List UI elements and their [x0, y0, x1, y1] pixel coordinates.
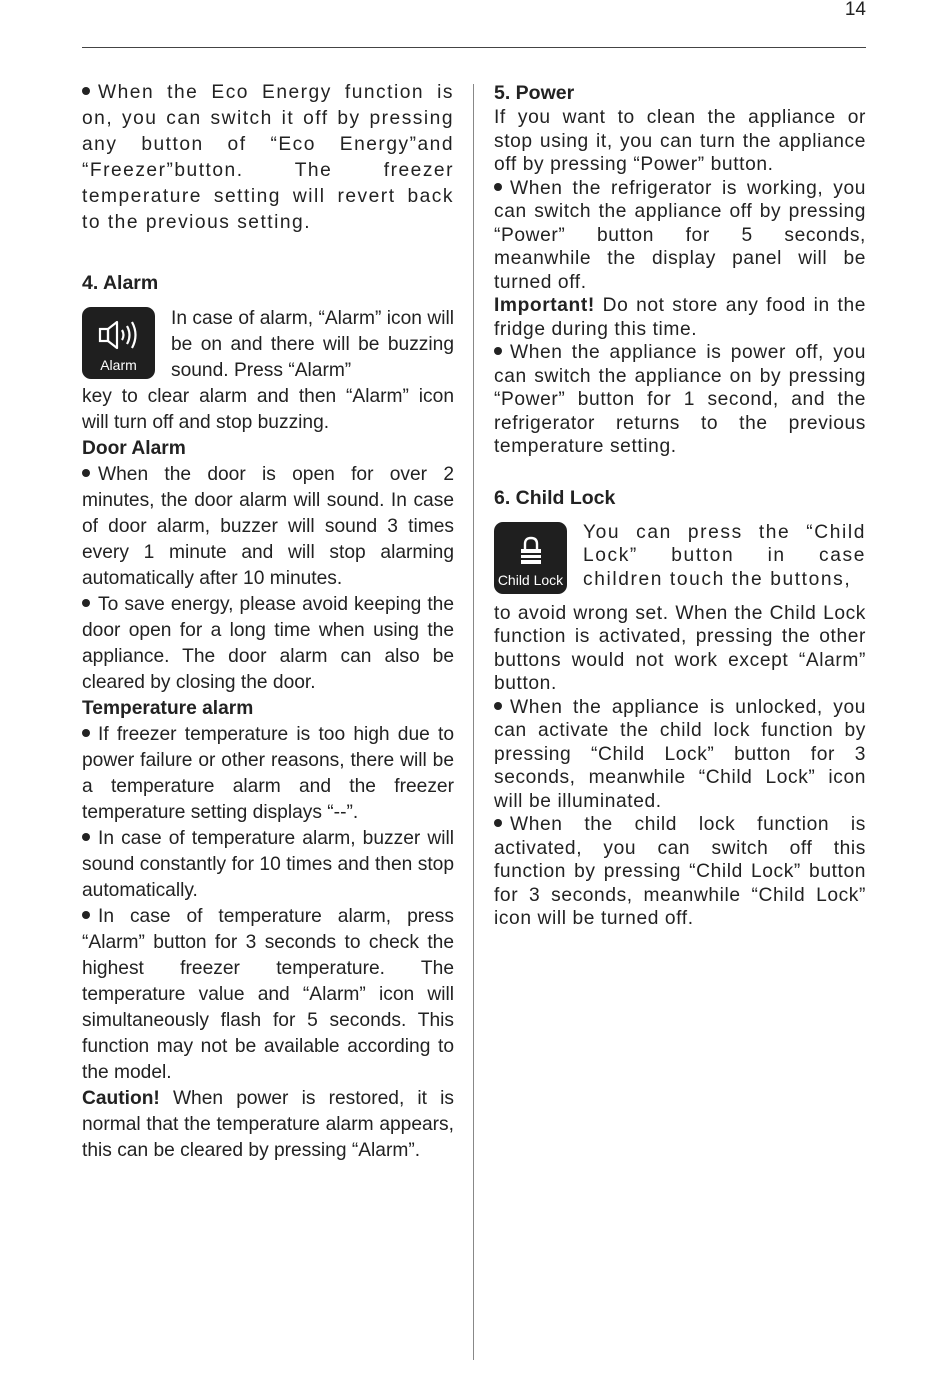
child-lock-bullet-2: When the child lock function is activated, you can switch off this function by pressing “Child Lock” button for 3 seconds, meanwhile “Child Lock” icon will be turned off. [494, 814, 866, 929]
power-heading: 5. Power [494, 82, 575, 104]
left-column [82, 80, 454, 1164]
bullet-icon [494, 183, 502, 191]
bullet-icon [82, 911, 90, 919]
door-alarm-bullet-2: To save energy, please avoid keeping the door open for a long time when using the appliance. The door alarm can also be cleared by closing the door. [82, 594, 454, 693]
important-paragraph: Important! Do not store any food in the fridge during this time. [494, 295, 866, 340]
bullet-icon [82, 599, 90, 607]
bullet-icon [82, 729, 90, 737]
alarm-icon-label: Alarm [100, 357, 137, 373]
right-column [494, 80, 866, 931]
column-divider [473, 84, 474, 1360]
power-bullet-1: When the refrigerator is working, you can switch the appliance off by pressing “Power” button for 5 seconds, meanwhile the display panel will be turned off. [494, 177, 866, 293]
child-lock-icon-label: Child Lock [497, 571, 564, 588]
power-bullet-2: When the appliance is power off, you can switch the appliance on by pressing “Power” button for 1 second, and the refrigerator returns to the previous temperature setting. [494, 342, 866, 457]
bullet-icon [494, 702, 502, 710]
speaker-icon [97, 319, 141, 351]
child-lock-intro-continuation: to avoid wrong set. When the Child Lock function is activated, pressing the other buttons would not work except “Alarm” button. [494, 602, 866, 694]
door-alarm-heading: Door Alarm [82, 438, 186, 459]
power-intro: If you want to clean the appliance or stop using it, you can turn the appliance off by pressing “Power” button. [494, 107, 866, 175]
eco-energy-paragraph: When the Eco Energy function is on, you can switch it off by pressing any button of “Eco Energy”and “Freezer”button. The freezer temperature setting will revert back to the previous setting. [82, 82, 454, 233]
temperature-alarm-bullet-2: In case of temperature alarm, buzzer will sound constantly for 10 times and then stop automatically. [82, 828, 454, 901]
child-lock-button-graphic [494, 522, 567, 594]
bullet-icon [82, 469, 90, 477]
lock-icon [518, 536, 544, 566]
alarm-intro-row [82, 306, 454, 384]
page-number: 14 [844, 0, 866, 20]
bullet-icon [494, 819, 502, 827]
alarm-button-graphic [82, 307, 155, 379]
header-rule [82, 47, 866, 48]
bullet-icon [82, 833, 90, 841]
caution-paragraph: Caution! When power is restored, it is normal that the temperature alarm appears, this can be cleared by pressing “Alarm”. [82, 1088, 454, 1161]
bullet-icon [82, 87, 90, 95]
temperature-alarm-bullet-1: If freezer temperature is too high due to power failure or other reasons, there will be a temperature alarm and the freezer temperature setting displays “--”. [82, 724, 454, 823]
temperature-alarm-bullet-3: In case of temperature alarm, press “Alarm” button for 3 seconds to check the highest freezer temperature. The temperature value and “Alarm” icon will simultaneously flash for 5 seconds. This function may not be available according to the model. [82, 906, 454, 1083]
child-lock-heading: 6. Child Lock [494, 486, 616, 509]
alarm-intro-text: In case of alarm, “Alarm” icon will be on and there will be buzzing sound. Press “Alarm” [171, 308, 454, 381]
temperature-alarm-heading: Temperature alarm [82, 698, 254, 719]
door-alarm-bullet-1: When the door is open for over 2 minutes, the door alarm will sound. In case of door alarm, buzzer will sound 3 times every 1 minute and will stop alarming automatically after 10 minutes. [82, 464, 454, 589]
important-label: Important! [494, 295, 595, 316]
caution-label: Caution! [82, 1088, 160, 1109]
child-lock-intro-row [494, 521, 866, 594]
child-lock-intro-text: You can press the “Child Lock” button in case children touch the buttons, [583, 521, 866, 590]
alarm-intro-continuation: key to clear alarm and then “Alarm” icon will turn off and stop buzzing. [82, 386, 454, 433]
child-lock-bullet-1: When the appliance is unlocked, you can activate the child lock function by pressing “Child Lock” button for 3 seconds, meanwhile “Child Lock” icon will be illuminated. [494, 696, 866, 812]
bullet-icon [494, 347, 502, 355]
alarm-heading: 4. Alarm [82, 272, 159, 294]
